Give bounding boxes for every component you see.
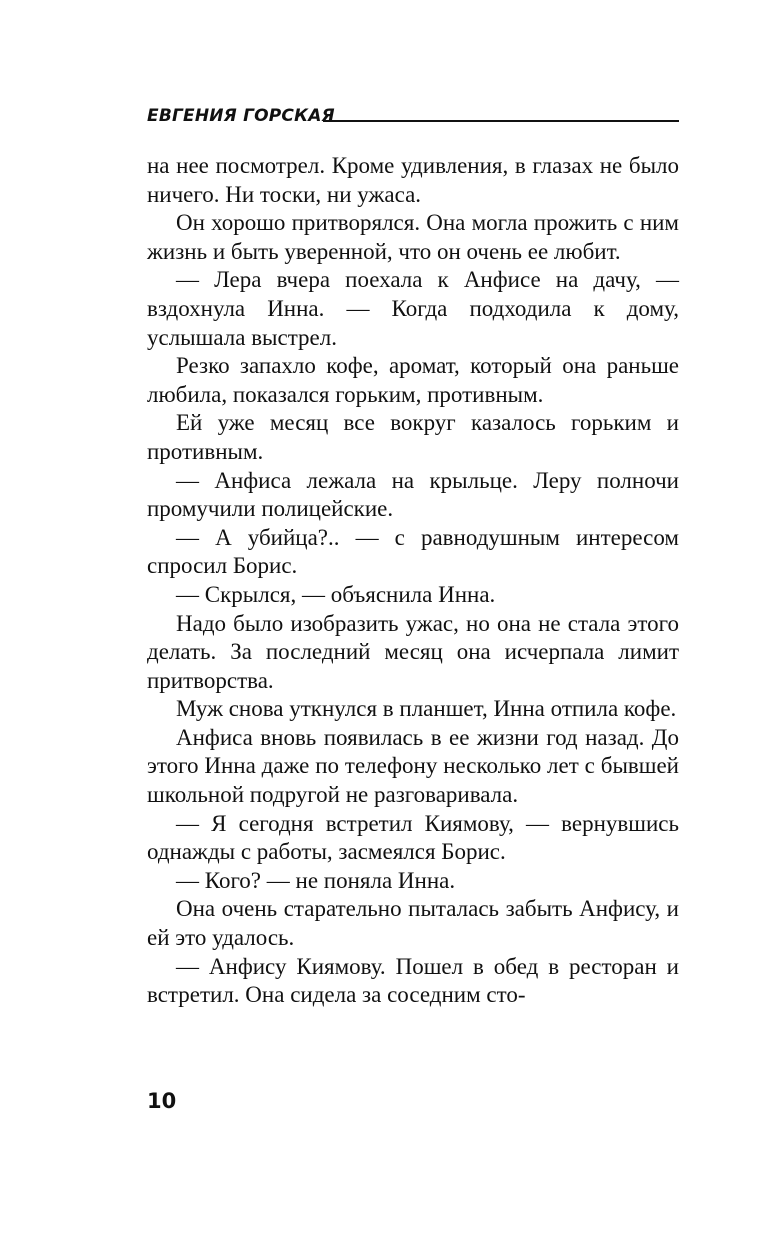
paragraph: Резко запахло кофе, аромат, который она раньше любила, показался горьким, противным. bbox=[147, 353, 679, 407]
paragraph: Он хорошо притворялся. Она могла прожить с ним жизнь и быть уверенной, что он очень ее любит. bbox=[147, 210, 679, 264]
paragraph: — А убийца?.. — с равнодушным интересом спросил Борис. bbox=[147, 524, 679, 579]
paragraph: — Анфису Киямову. Пошел в обед в ресторан и встретил. Она сидела за соседним сто- bbox=[147, 953, 679, 1008]
paragraph: Она очень старательно пыталась забыть Анфису, и ей это удалось. bbox=[147, 896, 679, 951]
paragraph: Муж снова уткнулся в планшет, Инна отпила кофе. bbox=[176, 696, 677, 722]
header-rule bbox=[323, 120, 679, 122]
paragraph: — Скрылся, — объяснила Инна. bbox=[176, 581, 496, 607]
body-text bbox=[147, 152, 679, 1010]
paragraph: — Анфиса лежала на крыльце. Леру полночи промучили полицейские. bbox=[147, 467, 679, 522]
paragraph: — Кого? — не поняла Инна. bbox=[176, 867, 456, 893]
page-number: 10 bbox=[147, 1089, 177, 1113]
paragraph: — Я сегодня встретил Киямову, — вернувшись однажды с работы, засмеялся Борис. bbox=[147, 810, 679, 865]
paragraph: — Лера вчера поехала к Анфисе на дачу, — вздохнула Инна. — Когда подходила к дому, услышала выстрел. bbox=[147, 267, 679, 350]
paragraph: на нее посмотрел. Кроме удивления, в глазах не было ничего. Ни тоски, ни ужаса. bbox=[147, 153, 679, 207]
running-header bbox=[147, 101, 679, 131]
paragraph: Надо было изобразить ужас, но она не стала этого делать. За последний месяц она исчерпала лимит притворства. bbox=[147, 610, 679, 693]
paragraph: Ей уже месяц все вокруг казалось горьким и противным. bbox=[147, 410, 679, 464]
author-name: ЕВГЕНИЯ ГОРСКАЯ bbox=[147, 106, 335, 126]
paragraph: Анфиса вновь появилась в ее жизни год назад. До этого Инна даже по телефону несколько лет с бывшей школьной подругой не разговаривала. bbox=[147, 724, 679, 808]
